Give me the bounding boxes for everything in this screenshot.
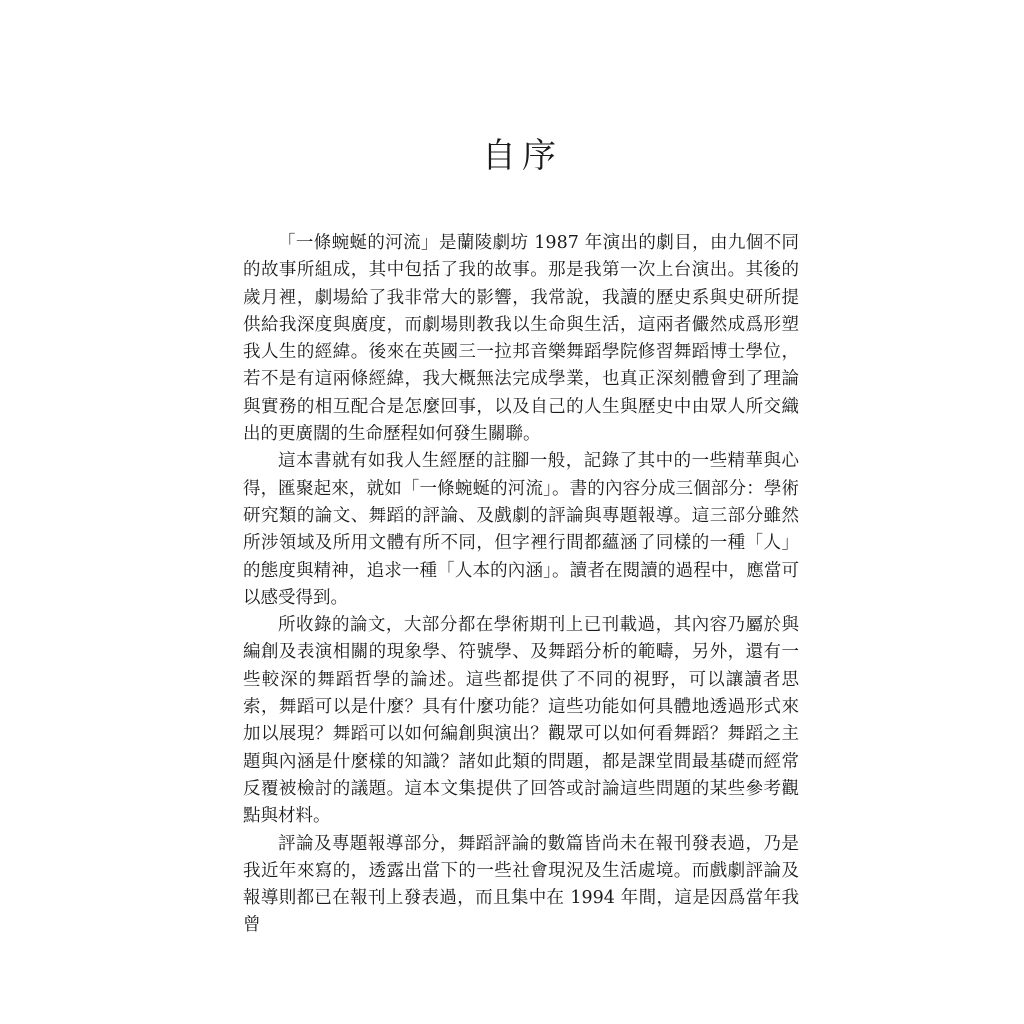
page-title: 自序 [482, 136, 562, 176]
paragraph: 「一條蜿蜒的河流」是蘭陵劇坊 1987 年演出的劇目，由九個不同的故事所組成，其中包括了我的故事。那是我第一次上台演出。其後的歲月裡，劇場給了我非常大的影響，我常說，我讀的歷史系與史研所提供給我深度與廣度，而劇場則教我以生命與生活，這兩者儼然成爲形塑我人生的經緯。後來在英國三一拉邦音樂舞蹈學院修習舞蹈博士學位，若不是有這兩條經緯，我大概無法完成學業，也真正深刻體會到了理論與實務的相互配合是怎麼回事，以及自己的人生與歷史中由眾人所交織出的更廣闊的生命歷程如何發生關聯。 [243, 233, 799, 445]
body-text [243, 230, 799, 940]
paragraph: 所收錄的論文，大部分都在學術期刊上已刊載過，其內容乃屬於與編創及表演相關的現象學、符號學、及舞蹈分析的範疇，另外，還有一些較深的舞蹈哲學的論述。這些都提供了不同的視野，可以讓讀者思索，舞蹈可以是什麼？具有什麼功能？這些功能如何具體地透過形式來加以展現？舞蹈可以如何編創與演出？觀眾可以如何看舞蹈？舞蹈之主題與內涵是什麼樣的知識？諸如此類的問題，都是課堂間最基礎而經常反覆被檢討的議題。這本文集提供了回答或討論這些問題的某些參考觀點與材料。 [243, 615, 799, 827]
paragraph: 這本書就有如我人生經歷的註腳一般，記錄了其中的一些精華與心得，匯聚起來，就如「一條蜿蜒的河流」。書的內容分成三個部分：學術研究類的論文、舞蹈的評論、及戲劇的評論與專題報導。這三部分雖然所涉領域及所用文體有所不同，但字裡行間都蘊涵了同樣的一種「人」的態度與精神，追求一種「人本的內涵」。讀者在閱讀的過程中，應當可以感受得到。 [243, 451, 799, 608]
paragraph: 評論及專題報導部分，舞蹈評論的數篇皆尚未在報刊發表過，乃是我近年來寫的，透露出當下的一些社會現況及生活處境。而戲劇評論及報導則都已在報刊上發表過，而且集中在 1994 年間，這是因爲當年我曾 [243, 833, 799, 936]
